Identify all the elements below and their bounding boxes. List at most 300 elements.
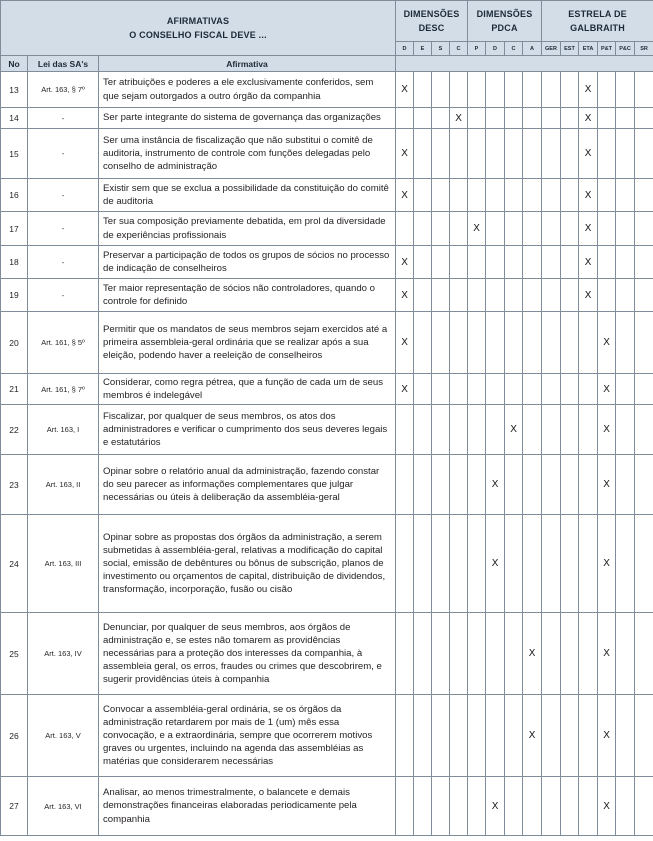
mark-cell — [486, 129, 505, 179]
mark-cell — [468, 455, 486, 515]
mark-cell — [432, 405, 450, 455]
mark-cell — [505, 613, 523, 695]
mark-cell — [450, 129, 468, 179]
mark-cell — [523, 312, 542, 374]
pdca-subtitle: PDCA — [491, 23, 518, 33]
mark-cell — [635, 405, 653, 455]
mark-cell — [432, 108, 450, 129]
row-lei: - — [28, 279, 99, 312]
mark-cell — [523, 777, 542, 836]
mark-cell — [635, 695, 653, 777]
desc-subtitle: DESC — [418, 23, 445, 33]
mark-cell — [432, 312, 450, 374]
mark-cell — [616, 108, 635, 129]
mark-cell — [561, 515, 579, 613]
mark-cell — [468, 279, 486, 312]
mark-cell — [579, 312, 598, 374]
sub-header-cell: D — [396, 42, 414, 56]
mark-cell: X — [523, 613, 542, 695]
mark-cell — [414, 312, 432, 374]
mark-cell — [561, 455, 579, 515]
mark-cell — [635, 279, 653, 312]
row-number: 19 — [1, 279, 28, 312]
row-afirmativa: Permitir que os mandatos de seus membros sejam exercidos até a primeira assembleia-geral ordinária que se realizar após a sua eleição, podendo haver a reeleição de conselheiros — [99, 312, 396, 374]
mark-cell — [635, 613, 653, 695]
sub-header-cell: ETA — [579, 42, 598, 56]
mark-cell — [561, 279, 579, 312]
table-row — [1, 312, 653, 374]
row-number: 25 — [1, 613, 28, 695]
mark-cell — [523, 279, 542, 312]
mark-cell: X — [396, 246, 414, 279]
mark-cell: X — [598, 695, 616, 777]
sub-header-cell: P&C — [616, 42, 635, 56]
row-lei: Art. 163, IV — [28, 613, 99, 695]
mark-cell — [635, 212, 653, 246]
mark-cell — [486, 72, 505, 108]
mark-cell: X — [486, 777, 505, 836]
mark-cell — [579, 405, 598, 455]
mark-cell — [486, 108, 505, 129]
mark-cell — [505, 179, 523, 212]
mark-cell: X — [396, 129, 414, 179]
mark-cell — [616, 515, 635, 613]
row-number: 22 — [1, 405, 28, 455]
mark-cell — [450, 212, 468, 246]
mark-cell — [432, 129, 450, 179]
mark-cell — [542, 72, 561, 108]
mark-cell — [579, 374, 598, 405]
mark-cell — [635, 515, 653, 613]
row-number: 27 — [1, 777, 28, 836]
mark-cell — [468, 695, 486, 777]
row-lei: Art. 163, VI — [28, 777, 99, 836]
row-afirmativa: Considerar, como regra pétrea, que a função de cada um de seus membros é indelegável — [99, 374, 396, 405]
mark-cell: X — [396, 279, 414, 312]
mark-cell — [523, 374, 542, 405]
row-afirmativa: Denunciar, por qualquer de seus membros, aos órgãos de administração e, se estes não tomarem as providências necessárias para a proteção dos interesses da companhia, à assembleia geral, os erros, fraudes ou crimes que descobrirem, e sugerir providências úteis à companhia — [99, 613, 396, 695]
mark-cell — [468, 72, 486, 108]
row-lei: Art. 163, V — [28, 695, 99, 777]
mark-cell — [486, 279, 505, 312]
row-afirmativa: Analisar, ao menos trimestralmente, o balancete e demais demonstrações financeiras elaboradas periodicamente pela companhia — [99, 777, 396, 836]
mark-cell — [598, 179, 616, 212]
col-header-afirmativa: Afirmativa — [99, 56, 396, 72]
mark-cell — [635, 129, 653, 179]
mark-cell — [561, 405, 579, 455]
mark-cell — [396, 613, 414, 695]
mark-cell — [635, 312, 653, 374]
table-row — [1, 515, 653, 613]
row-lei: - — [28, 129, 99, 179]
mark-cell — [414, 179, 432, 212]
mark-cell: X — [396, 179, 414, 212]
mark-cell — [432, 246, 450, 279]
mark-cell — [523, 455, 542, 515]
mark-cell — [432, 179, 450, 212]
mark-cell: X — [523, 695, 542, 777]
mark-cell — [579, 455, 598, 515]
mark-cell — [468, 405, 486, 455]
sub-header-cell: A — [523, 42, 542, 56]
mark-cell — [450, 246, 468, 279]
row-afirmativa: Ter maior representação de sócios não controladores, quando o controle for definido — [99, 279, 396, 312]
table-row — [1, 374, 653, 405]
mark-cell — [468, 179, 486, 212]
mark-cell — [414, 108, 432, 129]
mark-cell — [396, 695, 414, 777]
mark-cell — [505, 212, 523, 246]
mark-cell — [432, 515, 450, 613]
mark-cell — [505, 374, 523, 405]
row-number: 23 — [1, 455, 28, 515]
mark-cell — [523, 212, 542, 246]
mark-cell: X — [598, 777, 616, 836]
mark-cell — [523, 72, 542, 108]
mark-cell — [505, 455, 523, 515]
mark-cell — [542, 129, 561, 179]
mark-cell — [468, 613, 486, 695]
table-row — [1, 108, 653, 129]
mark-cell — [616, 279, 635, 312]
mark-cell — [598, 246, 616, 279]
row-afirmativa: Preservar a participação de todos os grupos de sócios no processo de indicação de conselheiros — [99, 246, 396, 279]
row-afirmativa: Ter atribuições e poderes a ele exclusivamente conferidos, sem que sejam outorgados a outro órgão da companhia — [99, 72, 396, 108]
table-row — [1, 179, 653, 212]
dimensoes-pdca-header — [468, 1, 542, 42]
mark-cell — [542, 279, 561, 312]
row-afirmativa: Ter sua composição previamente debatida, em prol da diversidade de experiências profissionais — [99, 212, 396, 246]
table-row — [1, 455, 653, 515]
afirmativas-title: AFIRMATIVAS — [166, 16, 230, 26]
row-number: 14 — [1, 108, 28, 129]
mark-cell — [561, 777, 579, 836]
mark-cell — [432, 455, 450, 515]
mark-cell: X — [598, 515, 616, 613]
sub-header-cell: S — [432, 42, 450, 56]
mark-cell — [616, 246, 635, 279]
table-row — [1, 613, 653, 695]
mark-cell — [414, 246, 432, 279]
mark-cell — [561, 312, 579, 374]
mark-cell — [414, 72, 432, 108]
dimensoes-desc-header — [396, 1, 468, 42]
mark-cell — [486, 613, 505, 695]
estrela-galbraith-header — [542, 1, 653, 42]
mark-cell — [450, 515, 468, 613]
mark-cell — [468, 312, 486, 374]
mark-cell — [505, 129, 523, 179]
mark-cell — [505, 108, 523, 129]
mark-cell — [468, 777, 486, 836]
sub-header-cell: P — [468, 42, 486, 56]
mark-cell — [579, 515, 598, 613]
row-lei: - — [28, 179, 99, 212]
row-lei: Art. 163, I — [28, 405, 99, 455]
mark-cell: X — [598, 455, 616, 515]
row-number: 21 — [1, 374, 28, 405]
mark-cell — [486, 179, 505, 212]
mark-cell — [414, 455, 432, 515]
mark-cell — [450, 405, 468, 455]
mark-cell — [486, 374, 505, 405]
mark-cell — [542, 695, 561, 777]
row-number: 26 — [1, 695, 28, 777]
mark-cell — [505, 777, 523, 836]
mark-cell — [523, 405, 542, 455]
row-lei: Art. 161, § 5º — [28, 312, 99, 374]
sub-header-cell: EST — [561, 42, 579, 56]
sub-header-cell: C — [505, 42, 523, 56]
mark-cell — [450, 455, 468, 515]
mark-cell — [486, 695, 505, 777]
mark-cell — [561, 374, 579, 405]
mark-cell — [396, 515, 414, 613]
row-number: 20 — [1, 312, 28, 374]
mark-cell — [542, 312, 561, 374]
mark-cell — [486, 405, 505, 455]
mark-cell — [396, 405, 414, 455]
mark-cell: X — [396, 72, 414, 108]
mark-cell — [561, 129, 579, 179]
mark-cell — [523, 108, 542, 129]
mark-cell — [505, 279, 523, 312]
mark-cell — [523, 129, 542, 179]
mark-cell — [432, 279, 450, 312]
mark-cell — [598, 129, 616, 179]
table-row — [1, 695, 653, 777]
mark-cell — [561, 212, 579, 246]
afirmativas-subtitle: O CONSELHO FISCAL DEVE ... — [129, 30, 267, 40]
row-afirmativa: Convocar a assembléia-geral ordinária, se os órgãos da administração retardarem por mais de 1 (um) mês essa convocação, e a extraordinária, sempre que ocorrerem motivos graves ou urgentes, incluindo na agenda das assembléias as matérias que considerarem necessárias — [99, 695, 396, 777]
mark-cell: X — [468, 212, 486, 246]
mark-cell: X — [579, 108, 598, 129]
galbraith-title: ESTRELA DE — [568, 9, 627, 19]
mark-cell — [616, 72, 635, 108]
mark-cell — [616, 129, 635, 179]
mark-cell — [505, 515, 523, 613]
mark-cell — [635, 246, 653, 279]
mark-cell — [468, 246, 486, 279]
desc-title: DIMENSÕES — [403, 9, 460, 19]
mark-cell — [450, 72, 468, 108]
mark-cell — [505, 72, 523, 108]
mark-cell — [414, 405, 432, 455]
mark-cell: X — [505, 405, 523, 455]
mark-cell — [414, 374, 432, 405]
mark-cell — [561, 246, 579, 279]
mark-cell — [542, 455, 561, 515]
mark-cell — [414, 212, 432, 246]
row-afirmativa: Ser parte integrante do sistema de governança das organizações — [99, 108, 396, 129]
mark-cell — [616, 374, 635, 405]
mark-cell — [616, 212, 635, 246]
row-number: 13 — [1, 72, 28, 108]
mark-cell: X — [396, 374, 414, 405]
mark-cell — [635, 455, 653, 515]
mark-cell — [486, 246, 505, 279]
row-afirmativa: Existir sem que se exclua a possibilidade da constituição do comitê de auditoria — [99, 179, 396, 212]
mark-cell: X — [486, 455, 505, 515]
row-lei: Art. 163, II — [28, 455, 99, 515]
row-lei: - — [28, 246, 99, 279]
mark-cell: X — [579, 72, 598, 108]
table-row — [1, 72, 653, 108]
mark-cell — [579, 695, 598, 777]
mark-cell — [432, 374, 450, 405]
table-row — [1, 777, 653, 836]
galbraith-subtitle: GALBRAITH — [570, 23, 625, 33]
mark-cell — [450, 179, 468, 212]
mark-cell — [468, 108, 486, 129]
mark-cell — [542, 374, 561, 405]
row-number: 15 — [1, 129, 28, 179]
mark-cell — [579, 613, 598, 695]
mark-cell — [396, 212, 414, 246]
mark-cell — [598, 108, 616, 129]
mark-cell — [450, 695, 468, 777]
row-lei: Art. 161, § 7º — [28, 374, 99, 405]
mark-cell: X — [486, 515, 505, 613]
pdca-title: DIMENSÕES — [476, 9, 533, 19]
mark-cell: X — [598, 613, 616, 695]
mark-cell — [450, 777, 468, 836]
sub-header-cell: C — [450, 42, 468, 56]
sub-header-cell: D — [486, 42, 505, 56]
mark-cell — [523, 515, 542, 613]
mark-cell — [561, 108, 579, 129]
mark-cell: X — [579, 212, 598, 246]
mark-cell — [635, 72, 653, 108]
mark-cell — [432, 695, 450, 777]
mark-cell — [523, 246, 542, 279]
table-row — [1, 279, 653, 312]
row-lei: - — [28, 108, 99, 129]
mark-cell — [432, 212, 450, 246]
table-row — [1, 246, 653, 279]
mark-cell — [561, 179, 579, 212]
mark-cell — [616, 695, 635, 777]
mark-cell — [414, 129, 432, 179]
row-lei: Art. 163, III — [28, 515, 99, 613]
row-lei: - — [28, 212, 99, 246]
mark-cell — [414, 515, 432, 613]
row-lei: Art. 163, § 7º — [28, 72, 99, 108]
sub-header-cell: SR — [635, 42, 653, 56]
mark-cell: X — [396, 312, 414, 374]
mark-cell — [598, 212, 616, 246]
table-body — [1, 72, 653, 836]
mark-cell — [542, 179, 561, 212]
mark-cell — [616, 613, 635, 695]
mark-cell — [450, 613, 468, 695]
row-afirmativa: Opinar sobre o relatório anual da administração, fazendo constar do seu parecer as informações complementares que julgar necessárias ou úteis à deliberação da assembléia-geral — [99, 455, 396, 515]
mark-cell — [635, 374, 653, 405]
table-row — [1, 129, 653, 179]
mark-cell — [616, 312, 635, 374]
mark-cell: X — [579, 129, 598, 179]
mark-cell — [598, 72, 616, 108]
col-header-lei: Lei das SA's — [28, 56, 99, 72]
mark-cell — [486, 312, 505, 374]
mark-cell: X — [579, 279, 598, 312]
sub-header-cell: GER — [542, 42, 561, 56]
mark-cell — [468, 129, 486, 179]
mark-cell — [505, 695, 523, 777]
mark-cell: X — [579, 179, 598, 212]
mark-cell: X — [579, 246, 598, 279]
mark-cell — [598, 279, 616, 312]
mark-cell — [616, 777, 635, 836]
table-row — [1, 212, 653, 246]
mark-cell — [486, 212, 505, 246]
mark-cell — [542, 212, 561, 246]
row-afirmativa: Opinar sobre as propostas dos órgãos da administração, a serem submetidas à assembléia-geral, relativas a modificação do capital social, emissão de debêntures ou bônus de subscrição, planos de investimento ou orçamentos de capital, distribuição de dividendos, transformação, incorporação, fusão ou cisão — [99, 515, 396, 613]
mark-cell — [579, 777, 598, 836]
mark-cell — [542, 246, 561, 279]
sub-header-cell: P&T — [598, 42, 616, 56]
mark-cell — [561, 695, 579, 777]
mark-cell — [414, 613, 432, 695]
sub-header-cell: E — [414, 42, 432, 56]
afirmativas-header — [1, 1, 396, 56]
mark-cell: X — [450, 108, 468, 129]
mark-cell — [432, 613, 450, 695]
mark-cell — [432, 777, 450, 836]
mark-cell — [414, 279, 432, 312]
mark-cell — [396, 455, 414, 515]
mark-cell — [414, 777, 432, 836]
mark-cell — [523, 179, 542, 212]
row-afirmativa: Ser uma instância de fiscalização que não substitui o comitê de auditoria, instrumento de controle com funções delegadas pelo conselho de administração — [99, 129, 396, 179]
mark-cell: X — [598, 312, 616, 374]
mark-cell — [616, 405, 635, 455]
mark-cell — [505, 246, 523, 279]
mark-cell — [450, 374, 468, 405]
mark-cell — [468, 374, 486, 405]
col-header-blank — [396, 56, 653, 72]
mark-cell — [542, 108, 561, 129]
mark-cell — [396, 777, 414, 836]
row-number: 16 — [1, 179, 28, 212]
mark-cell — [542, 613, 561, 695]
mark-cell — [561, 72, 579, 108]
row-afirmativa: Fiscalizar, por qualquer de seus membros, os atos dos administradores e verificar o cumprimento dos seus deveres legais e estatutários — [99, 405, 396, 455]
mark-cell — [505, 312, 523, 374]
mark-cell — [414, 695, 432, 777]
mark-cell — [616, 179, 635, 212]
mark-cell: X — [598, 374, 616, 405]
mark-cell — [542, 777, 561, 836]
row-number: 17 — [1, 212, 28, 246]
mark-cell — [635, 777, 653, 836]
table-row — [1, 405, 653, 455]
mark-cell — [432, 72, 450, 108]
mark-cell — [468, 515, 486, 613]
mark-cell — [542, 515, 561, 613]
mark-cell — [635, 179, 653, 212]
row-number: 18 — [1, 246, 28, 279]
mark-cell — [450, 312, 468, 374]
mark-cell — [561, 613, 579, 695]
col-header-no: No — [1, 56, 28, 72]
mark-cell: X — [598, 405, 616, 455]
mark-cell — [450, 279, 468, 312]
mark-cell — [616, 455, 635, 515]
row-number: 24 — [1, 515, 28, 613]
mark-cell — [396, 108, 414, 129]
mark-cell — [542, 405, 561, 455]
